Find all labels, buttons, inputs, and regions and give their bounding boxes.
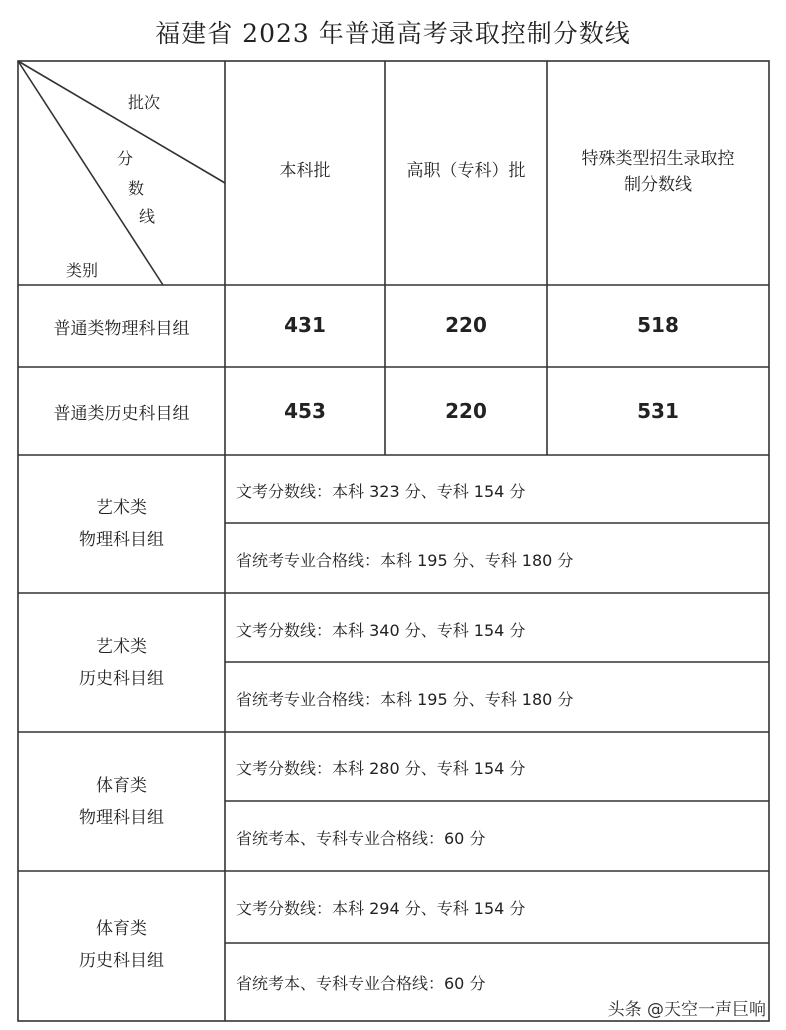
sports-physics-culture-line: 文考分数线：本科 280 分、专科 154 分 <box>236 759 526 778</box>
diag-batch-label: 批次 <box>128 93 161 112</box>
col-header-teshu-line2: 制分数线 <box>624 175 692 195</box>
diag-score-char-3: 线 <box>139 207 156 226</box>
group-label-sports-physics <box>18 770 225 834</box>
group-label-art-physics <box>18 492 225 556</box>
group-label-line1: 体育类 <box>96 919 147 939</box>
score-putong-history-benke: 453 <box>284 399 326 423</box>
score-putong-physics-teshu: 518 <box>637 313 679 337</box>
art-history-culture-line: 文考分数线：本科 340 分、专科 154 分 <box>236 621 526 640</box>
col-header-teshu-line1: 特殊类型招生录取控 <box>581 149 735 169</box>
group-label-line1: 艺术类 <box>96 498 147 518</box>
score-putong-physics-gaozhi: 220 <box>445 313 487 337</box>
art-physics-major-line: 省统考专业合格线：本科 195 分、专科 180 分 <box>236 551 574 570</box>
score-putong-history-teshu: 531 <box>637 399 679 423</box>
col-header-benke: 本科批 <box>279 161 331 181</box>
group-label-line2: 历史科目组 <box>79 669 164 689</box>
group-label-line1: 体育类 <box>96 776 147 796</box>
art-physics-culture-line: 文考分数线：本科 323 分、专科 154 分 <box>236 482 526 501</box>
diag-category-label: 类别 <box>66 261 99 280</box>
row-label-putong-history: 普通类历史科目组 <box>53 404 190 424</box>
group-label-sports-history <box>18 913 225 977</box>
score-putong-physics-benke: 431 <box>284 313 326 337</box>
diag-score-char-1: 分 <box>117 149 134 168</box>
group-label-line2: 历史科目组 <box>79 951 164 971</box>
score-putong-history-gaozhi: 220 <box>445 399 487 423</box>
col-header-gaozhi: 高职（专科）批 <box>406 161 526 181</box>
sports-physics-major-line: 省统考本、专科专业合格线：60 分 <box>236 829 486 848</box>
col-header-teshu <box>547 146 769 198</box>
group-label-line2: 物理科目组 <box>79 808 164 828</box>
group-label-line1: 艺术类 <box>96 637 147 657</box>
row-label-putong-physics: 普通类物理科目组 <box>53 319 190 339</box>
sports-history-culture-line: 文考分数线：本科 294 分、专科 154 分 <box>236 899 526 918</box>
diag-score-char-2: 数 <box>128 179 145 198</box>
sports-history-major-line: 省统考本、专科专业合格线：60 分 <box>236 974 486 993</box>
page-title: 福建省 2023 年普通高考录取控制分数线 <box>155 19 631 48</box>
group-label-line2: 物理科目组 <box>79 530 164 550</box>
group-label-art-history <box>18 631 225 695</box>
watermark: 头条 @天空一声巨响 <box>606 995 768 1020</box>
art-history-major-line: 省统考专业合格线：本科 195 分、专科 180 分 <box>236 690 574 709</box>
